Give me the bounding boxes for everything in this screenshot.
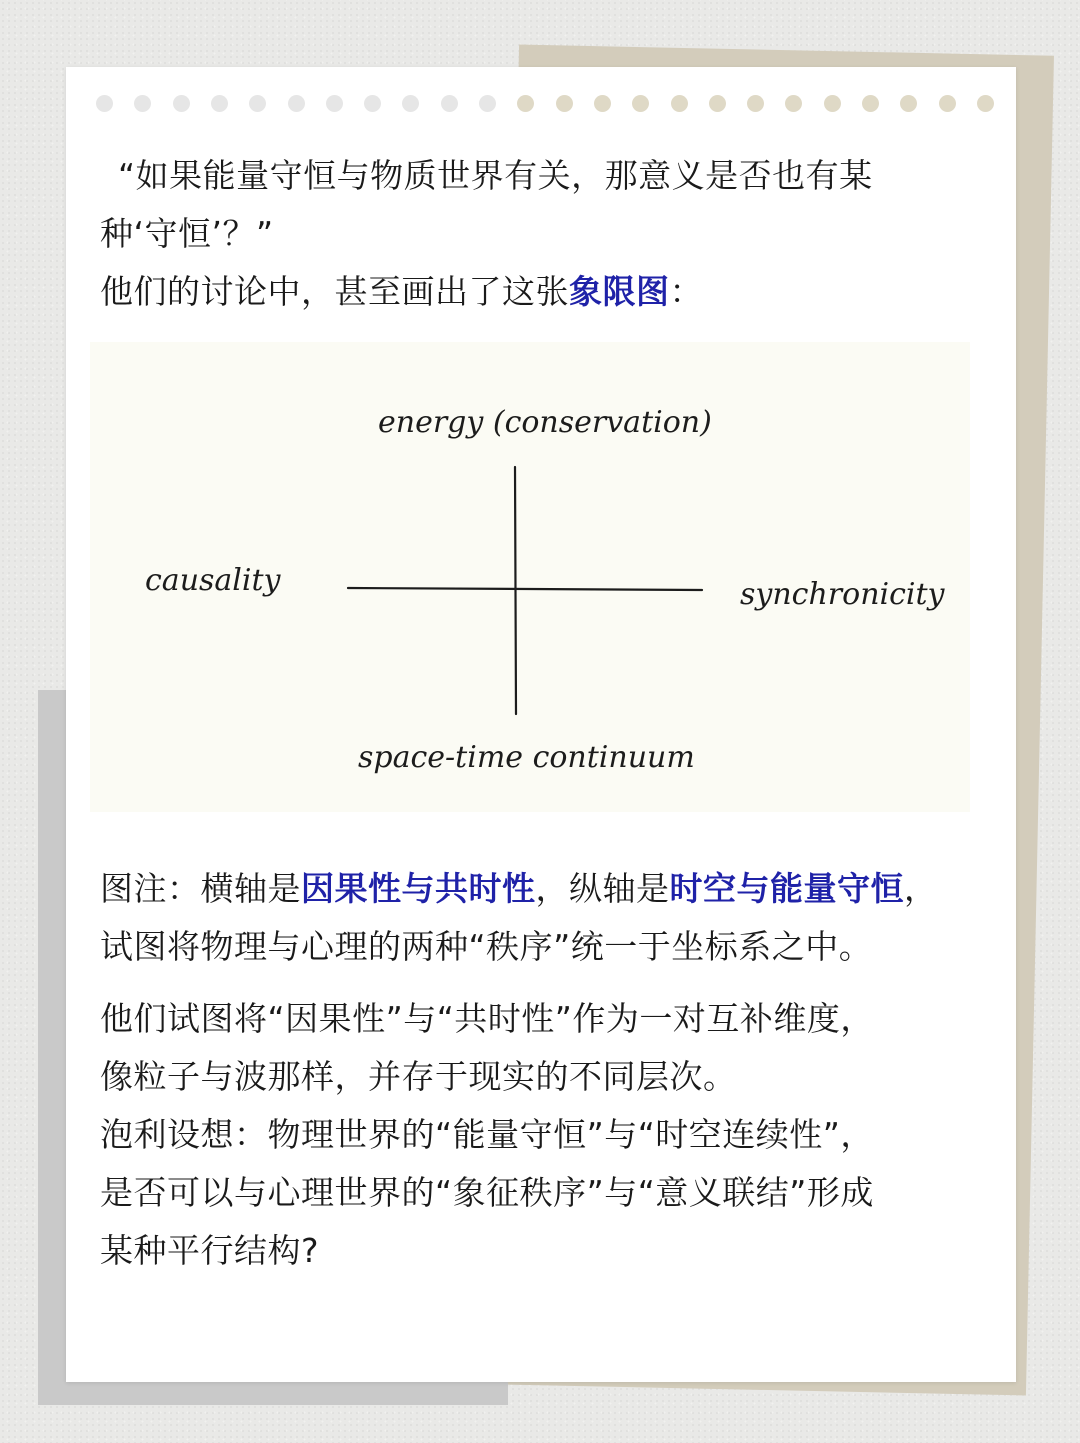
binder-hole [441, 95, 458, 112]
binder-hole [785, 95, 802, 112]
binder-hole [671, 95, 688, 112]
quadrant-diagram-svg [90, 342, 970, 812]
binder-hole [517, 95, 534, 112]
binder-hole [747, 95, 764, 112]
binder-hole [709, 95, 726, 112]
intro-line-3-prefix: 他们的讨论中，甚至画出了这张 [100, 272, 569, 311]
intro-line-3-suffix: ： [669, 272, 703, 311]
binder-hole [977, 95, 994, 112]
binder-hole [479, 95, 496, 112]
binder-hole [211, 95, 228, 112]
caption-highlight-horizontal: 因果性与共时性 [301, 869, 536, 908]
caption-prefix: 图注：横轴是 [100, 869, 301, 908]
binder-hole [288, 95, 305, 112]
binder-hole [249, 95, 266, 112]
caption-end: ， [904, 869, 938, 908]
caption-mid: ，纵轴是 [535, 869, 670, 908]
right-axis-label: synchronicity [740, 577, 945, 612]
quadrant-diagram-term: 象限图 [569, 272, 670, 311]
vertical-axis [515, 467, 516, 714]
bottom-axis-label: space-time continuum [358, 740, 695, 775]
binder-hole [173, 95, 190, 112]
caption-paragraph [100, 860, 980, 976]
top-axis-label: energy (conservation) [378, 405, 712, 440]
horizontal-axis [348, 588, 702, 590]
body-line-1: 他们试图将“因果性”与“共时性”作为一对互补维度， [100, 999, 874, 1038]
binder-hole [96, 95, 113, 112]
intro-line-1: “如果能量守恒与物质世界有关，那意义是否也有某 [118, 156, 873, 195]
binder-hole [556, 95, 573, 112]
caption-line-2: 试图将物理与心理的两种“秩序”统一于坐标系之中。 [100, 927, 873, 966]
caption-highlight-vertical: 时空与能量守恒 [669, 869, 904, 908]
notebook-paper [66, 67, 1016, 1382]
binder-hole [364, 95, 381, 112]
binder-hole [824, 95, 841, 112]
binder-hole [402, 95, 419, 112]
binder-hole [134, 95, 151, 112]
binder-hole [862, 95, 879, 112]
intro-line-2: 种‘守恒’？” [100, 214, 274, 253]
body-line-4: 是否可以与心理世界的“象征秩序”与“意义联结”形成 [100, 1173, 874, 1212]
body-line-3: 泡利设想：物理世界的“能量守恒”与“时空连续性”， [100, 1115, 874, 1154]
binder-hole [326, 95, 343, 112]
caption-line-1 [100, 860, 980, 918]
binder-hole [594, 95, 611, 112]
body-line-2: 像粒子与波那样，并存于现实的不同层次。 [100, 1057, 737, 1096]
body-line-5: 某种平行结构? [100, 1231, 320, 1270]
binder-holes [96, 95, 986, 113]
quadrant-diagram [90, 342, 970, 812]
binder-hole [632, 95, 649, 112]
left-axis-label: causality [145, 563, 281, 598]
binder-hole [939, 95, 956, 112]
binder-hole [900, 95, 917, 112]
intro-line-3 [100, 263, 980, 321]
body-paragraph [100, 990, 980, 1280]
intro-paragraph [100, 147, 980, 321]
